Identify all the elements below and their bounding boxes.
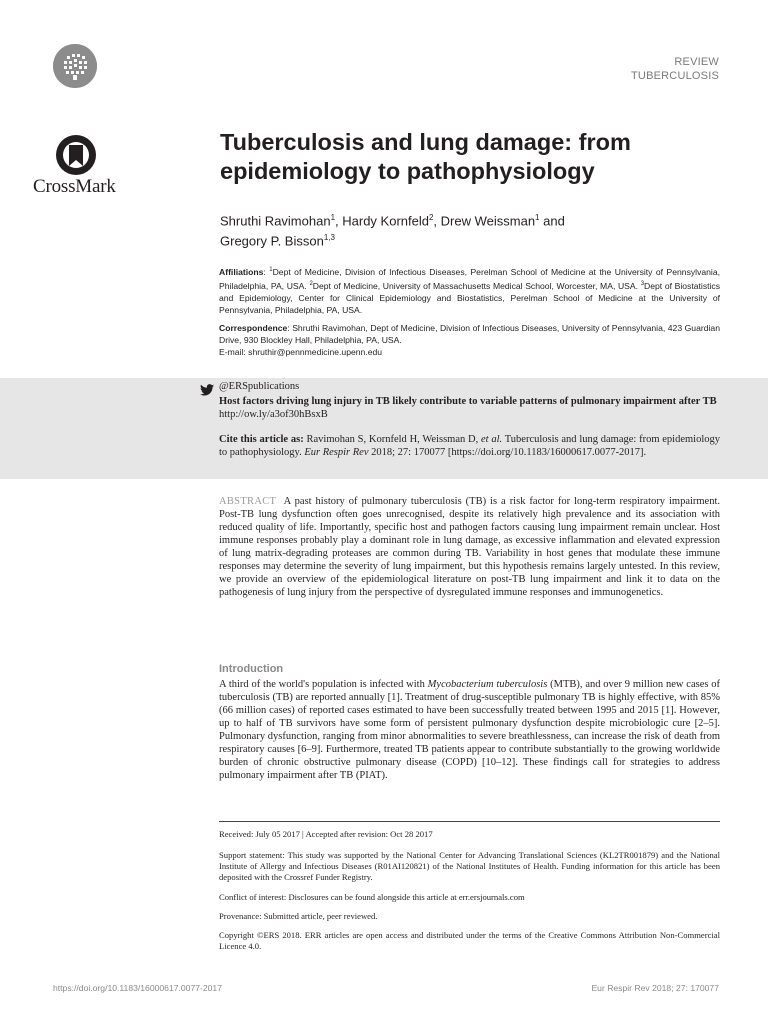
email-label: E-mail: bbox=[219, 347, 246, 357]
ers-logo-icon bbox=[53, 44, 97, 88]
author-name: Drew Weissman bbox=[440, 213, 536, 229]
twitter-handle[interactable]: @ERSpublications bbox=[219, 381, 300, 392]
cite-etal: et al. bbox=[481, 434, 503, 445]
provenance-statement: Provenance: Submitted article, peer reviewed. bbox=[219, 911, 378, 921]
author-affiliation-ref: 1 bbox=[330, 213, 336, 222]
tweet-headline: Host factors driving lung injury in TB likely contribute to variable patterns of pulmonary impairment after TB bbox=[219, 396, 717, 407]
affiliation-number: 1 bbox=[269, 267, 273, 273]
abstract-label: ABSTRACT bbox=[219, 496, 277, 507]
author-affiliation-ref: 1 bbox=[535, 213, 540, 222]
author-name: Gregory P. Bisson bbox=[220, 233, 324, 249]
intro-text-after: (MTB), and over 9 million new cases of tuberculosis (TB) are reported annually [1]. Treatment of drug-susceptible pulmonary TB is highly effective, with 85% (66 million cases) of reported cases estimated to have been successfully treated between 1995 and 2015 [1]. However, up to half of TB survivors have some form of persistent pulmonary dysfunction despite microbiologic cure [2–5]. Pulmonary dysfunction, ranging from minor abnormalities to severe breathlessness, can increase the risk of death from respiratory causes [6–9]. Furthermore, treated TB patients appear to contribute substantially to the growing worldwide burden of chronic obstructive pulmonary disease (COPD) [10–12]. These findings call for strategies to address pulmonary impairment after TB (PIAT). bbox=[219, 679, 721, 781]
support-statement: Support statement: This study was supported by the National Center for Advancing Translational Sciences (KL2TR001879) and the National Institute of Allergy and Infectious Diseases (R01AI120821) of the National Institutes of Health. Funding information for this article has been deposited with the Crossref Funder Registry. bbox=[219, 850, 720, 882]
affiliation-number: 2 bbox=[309, 280, 313, 287]
tweet-cite-panel bbox=[0, 378, 768, 479]
article-title: Tuberculosis and lung damage: from epidemiology to pathophysiology bbox=[220, 129, 631, 184]
author-list: Shruthi Ravimohan$^1$, Hardy Kornfeld$^2$, Drew Weissman$^1$ and Gregory P. Bisson$^{1,3}$ bbox=[220, 213, 565, 249]
intro-organism: Mycobacterium tuberculosis bbox=[427, 679, 548, 690]
introduction-body bbox=[219, 678, 720, 782]
topic-label: TUBERCULOSIS bbox=[631, 70, 719, 82]
cite-title: Tuberculosis and lung damage: from epidemiology to pathophysiology. bbox=[219, 434, 721, 458]
author-name: Hardy Kornfeld bbox=[342, 213, 429, 229]
author-name: Shruthi Ravimohan bbox=[220, 213, 331, 229]
copyright-statement: Copyright ©ERS 2018. ERR articles are open access and distributed under the terms of the Creative Commons Attribution Non-Commercial Licence 4.0. bbox=[219, 930, 720, 951]
tweet-link[interactable]: http://ow.ly/a3of30hBsxB bbox=[219, 409, 328, 420]
introduction-heading: Introduction bbox=[219, 663, 284, 675]
affiliations-label: Affiliations bbox=[219, 266, 264, 277]
author-affiliation-ref: 1,3 bbox=[323, 233, 335, 243]
section-label: REVIEW bbox=[674, 56, 719, 68]
cite-authors: Ravimohan S, Kornfeld H, Weissman D, bbox=[306, 434, 479, 445]
affiliation-text: Dept of Medicine, Division of Infectious Diseases, Perelman School of Medicine at the University of Pennsylvania, Philadelphia, PA, USA. bbox=[219, 266, 720, 291]
affiliation-text: Dept of Medicine, University of Massachusetts Medical School, Worcester, MA, USA. bbox=[312, 280, 639, 291]
correspondence-block: Correspondence: Shruthi Ravimohan, Dept of Medicine, Division of Infectious Diseases, University of Pennsylvania, 423 Guardian Drive, 930 Blockley Hall, Philadelphia, PA, USA. E-mail: shruthir@pennmedicine.upenn.edu bbox=[219, 323, 720, 357]
correspondence-text: Shruthi Ravimohan, Dept of Medicine, Division of Infectious Diseases, University of Pennsylvania, 423 Guardian Drive, 930 Blockley Hall, Philadelphia, PA, USA. bbox=[219, 323, 720, 345]
affiliation-number: 3 bbox=[640, 280, 645, 287]
crossmark-icon[interactable] bbox=[54, 133, 98, 177]
citation-block bbox=[219, 433, 720, 459]
affiliation-text: Dept of Biostatistics and Epidemiology, Center for Clinical Epidemiology and Biostatistics, Perelman School of Medicine at the University of Pennsylvania, Philadelphia, PA, USA. bbox=[219, 280, 721, 315]
crossmark-label[interactable]: CrossMark bbox=[33, 176, 116, 197]
notes-divider bbox=[219, 821, 720, 822]
twitter-icon bbox=[200, 383, 214, 395]
abstract bbox=[219, 495, 720, 599]
footer-journal-ref: Eur Respir Rev 2018; 27: 170077 bbox=[591, 983, 719, 993]
email-link[interactable]: shruthir@pennmedicine.upenn.edu bbox=[248, 347, 383, 357]
author-affiliation-ref: 2 bbox=[428, 213, 434, 222]
footer-doi-link[interactable]: https://doi.org/10.1183/16000617.0077-2017 bbox=[53, 983, 222, 993]
cite-label: Cite this article as: bbox=[219, 434, 304, 445]
received-dates: Received: July 05 2017 | Accepted after revision: Oct 28 2017 bbox=[219, 829, 433, 839]
tweet-text bbox=[219, 395, 720, 421]
conflict-statement: Conflict of interest: Disclosures can be found alongside this article at err.ersjournals.com bbox=[219, 892, 525, 902]
correspondence-label: Correspondence bbox=[219, 323, 288, 333]
intro-text-before: A third of the world's population is infected with bbox=[219, 679, 425, 690]
abstract-text: A past history of pulmonary tuberculosis (TB) is a risk factor for long-term respiratory impairment. Post-TB lung dysfunction often goes unrecognised, despite its relatively high prevalence and its association with reduced quality of life. Importantly, specific host and pathogen factors causing lung impairment remain unclear. Host immune responses probably play a dominant role in lung damage, as excessive inflammation and elevated expression of lung matrix-degrading proteases are common during TB. Variability in host genes that modulate these immune responses may determine the severity of lung impairment, but this hypothesis remains largely untested. In this review, we provide an overview of the epidemiological literature on post-TB lung impairment and link it to data on the pathogenesis of lung injury from the perspective of dysregulated immune responses and immunogenetics. bbox=[219, 496, 721, 598]
cite-details[interactable]: 2018; 27: 170077 [https://doi.org/10.1183/16000617.0077-2017]. bbox=[371, 447, 647, 458]
affiliations-block: Affiliations: $^1$Dept of Medicine, Division of Infectious Diseases, Perelman School of Medicine at the University of Pennsylvania, Philadelphia, PA, USA. $^2$Dept of Medicine, University of Massachusetts Medical School, Worcester, MA, USA. $^3$Dept of Biostatistics and Epidemiology, Center for Clinical Epidemiology and Biostatistics, Perelman School of Medicine at the University of Pennsylvania, Philadelphia, PA, USA. bbox=[219, 266, 721, 315]
cite-journal: Eur Respir Rev bbox=[304, 447, 369, 458]
